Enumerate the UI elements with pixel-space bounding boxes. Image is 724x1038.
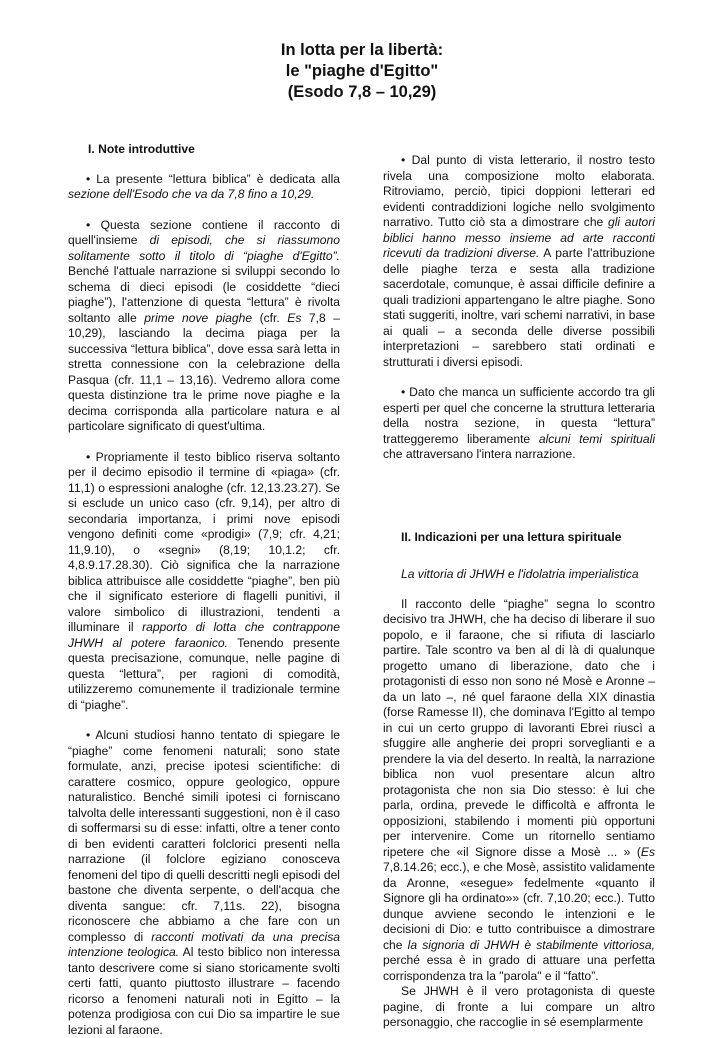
paragraph-intro-2	[68, 218, 340, 435]
text-run: (cfr.	[252, 310, 288, 325]
text-run: 7,8.14.26; ecc.), e che Mosè, assistito validamente da Aronne, «esegue» fedelmente «quanto il Signore gli ha ordinato»» (cfr. 7,10.20; ecc.). Tutto dunque avviene secondo le intenzioni e le decisioni di Dio: e tutto contribuisce a dimostrare che	[383, 860, 655, 952]
italic-run: di episodi, che si riassumono solitamente sotto il titolo di “piaghe d'Egitto”.	[68, 233, 340, 263]
italic-run: Es	[640, 844, 655, 859]
paragraph-spiritual-1	[383, 597, 655, 985]
italic-run: alcuni temi spirituali	[538, 431, 656, 446]
text-run: • Alcuni studiosi hanno tentato di spiegare le “piaghe” come fenomeni naturali; sono state formulate, anzi, precise ipotesi scientifiche: di carattere cosmico, oppure geologico, oppure naturalistico. Benché simili ipotesi ci forniscano talvolta delle interessanti suggestioni, non è il caso di soffermarsi su di esse: infatti, oltre a tener conto di ben evidenti caratteri folclorici presenti nella narrazione (il folclore egiziano conosceva fenomeni del tipo di quelli descritti negli episodi del bastone che diventa serpente, o dell'acqua che diventa sangue: cfr. 7,11s. 22), bisogna riconoscere che abbiamo a che fare con un complesso di	[68, 728, 340, 944]
paragraph-intro-1	[68, 172, 340, 203]
text-run: Al testo biblico non interessa tanto descrivere come si siano storicamente svolti certi fatti, quanto piuttosto illustrare – facendo ricorso a fenomeni naturali noti in Egitto – la potenza prodigiosa con cui Dio sa impartire le sue lezioni al faraone.	[68, 945, 340, 1037]
italic-run: gli autori biblici hanno messo insieme ad arte racconti ricevuti da tradizioni diverse.	[383, 215, 655, 260]
text-run: • Questa sezione contiene il racconto di quell'insieme	[68, 217, 340, 247]
title-line-3: (Esodo 7,8 – 10,29)	[287, 83, 437, 101]
left-column	[68, 142, 340, 1038]
text-run: che attraversano l'intera narrazione.	[383, 447, 576, 461]
paragraph-intro-5	[383, 153, 655, 370]
text-run: A parte l'attribuzione delle piaghe terza e sesta alla tradizione sacerdotale, comunque, è assai difficile definire a quali tradizioni appartengano le altre piaghe. Sono stati suggeriti, inoltre, vari schemi narrativi, in base ai quali – a seconda delle diverse possibili interpretazioni – sarebbero stati ordinati e strutturati i diversi episodi.	[383, 246, 655, 369]
text-run: • La presente “lettura biblica” è dedicata alla	[86, 171, 340, 186]
italic-run: racconti motivati da una precisa intenzione teologica.	[68, 929, 340, 959]
title-line-2: le "piaghe d'Egitto"	[285, 62, 439, 80]
section-heading-1: I. Note introduttive	[88, 142, 195, 156]
text-run: Benché l'attuale narrazione si sviluppi secondo lo schema di dieci episodi (le cosiddette “dieci piaghe”), l'attenzione di questa “lettura” è rivolta soltanto alle	[68, 264, 340, 325]
section-spacer	[383, 478, 655, 530]
title-line-1: In lotta per la libertà:	[280, 41, 444, 59]
italic-run: rapporto di lotta che contrappone JHWH al potere faraonico.	[68, 620, 340, 650]
text-run: • Propriamente il testo biblico riserva soltanto per il decimo episodio il termine di «piaga» (cfr. 11,1) o espressioni analoghe (cfr. 12,13.23.27). Se si esclude un unico caso (cfr. 9,14), per altro di secondaria importanza, i primi nove episodi vengono definiti come «prodigi» (7,9; cfr. 4,21; 11,9.10), o «segni» (8,19; 10,1.2; cfr. 4,8.9.17.28.30). Ciò significa che la narrazione biblica attribuisce alle cosiddette “piaghe”, ben più che il significato esteriore di flagelli punitivi, il valore simbolico di illustrazioni, tendenti a illuminare il	[68, 449, 340, 634]
right-column	[383, 153, 655, 1031]
italic-run: la signoria di JHWH è stabilmente vittoriosa,	[407, 937, 656, 952]
subsection-heading: La vittoria di JHWH e l'idolatria imperialistica	[401, 567, 639, 581]
italic-run: Es	[287, 310, 302, 325]
text-run: Il racconto delle “piaghe” segna lo scontro decisivo tra JHWH, che ha deciso di liberare il suo popolo, e il faraone, che si rifiuta di lasciarlo partire. Tale scontro va ben al di là di qualunque progetto umano di liberazione, dato che i protagonisti di esso non sono né Mosè e Aronne – da un lato –, né quel faraone della XIX dinastia (forse Ramesse II), che dominava l'Egitto al tempo in cui un certo gruppo di lavoranti Ebrei riuscì a sfuggire alle angherie dei propri sorveglianti e a prendere la via del deserto. In realtà, la narrazione biblica non vuol presentare alcun altro protagonista che non sia Dio stesso: è lui che parla, ordina, prevede le difficoltà e affronta le opposizioni, stabilendo i momenti più opportuni per intervenire. Come un ritornello sentiamo ripetere che «il Signore disse a Mosè ... » (	[383, 596, 655, 859]
paragraph-intro-4	[68, 728, 340, 1038]
section-heading-2: II. Indicazioni per una lettura spirituale	[401, 529, 622, 544]
paragraph-intro-6	[383, 385, 655, 463]
paragraph-intro-3	[68, 450, 340, 714]
text-run: • Dato che manca un sufficiente accordo tra gli esperti per quel che concerne la struttura letteraria della nostra sezione, in questa “lettura” tratteggeremo liberamente	[383, 385, 655, 446]
text-run: Tenendo presente questa precisazione, comunque, nelle pagine di questa “lettura”, per ragioni di comodità, utilizzeremo comunemente il tradizionale termine di “piaghe”.	[68, 635, 341, 712]
document-title	[0, 40, 724, 103]
text-run: perché essa è in grado di attuare una perfetta corrispondenza tra la "parola" e il “fatto”.	[383, 953, 655, 983]
italic-run: sezione dell'Esodo che va da 7,8 fino a 10,29.	[68, 187, 315, 201]
italic-run: prime nove piaghe	[144, 310, 253, 325]
text-run: 7,8 – 10,29), lasciando la decima piaga per la successiva “lettura biblica”, dove essa sarà letta in stretta connessione con la celebrazione della Pasqua (cfr. 11,1 – 13,16). Vedremo allora come questa distinzione tra le prime nove piaghe e la decima corrisponda alla particolare natura e al particolare significato di quest'ultima.	[68, 310, 340, 433]
text-run: Se JHWH è il vero protagonista di queste pagine, di fronte a lui compare un altro personaggio, che raccoglie in sé esemplarmente	[383, 984, 655, 1029]
text-run: • Dal punto di vista letterario, il nostro testo rivela una composizione molto elaborata. Ritroviamo, perciò, tipici doppioni letterari ed evidenti contraddizioni logiche nello svolgimento narrativo. Tutto ciò sta a dimostrare che	[383, 153, 655, 229]
